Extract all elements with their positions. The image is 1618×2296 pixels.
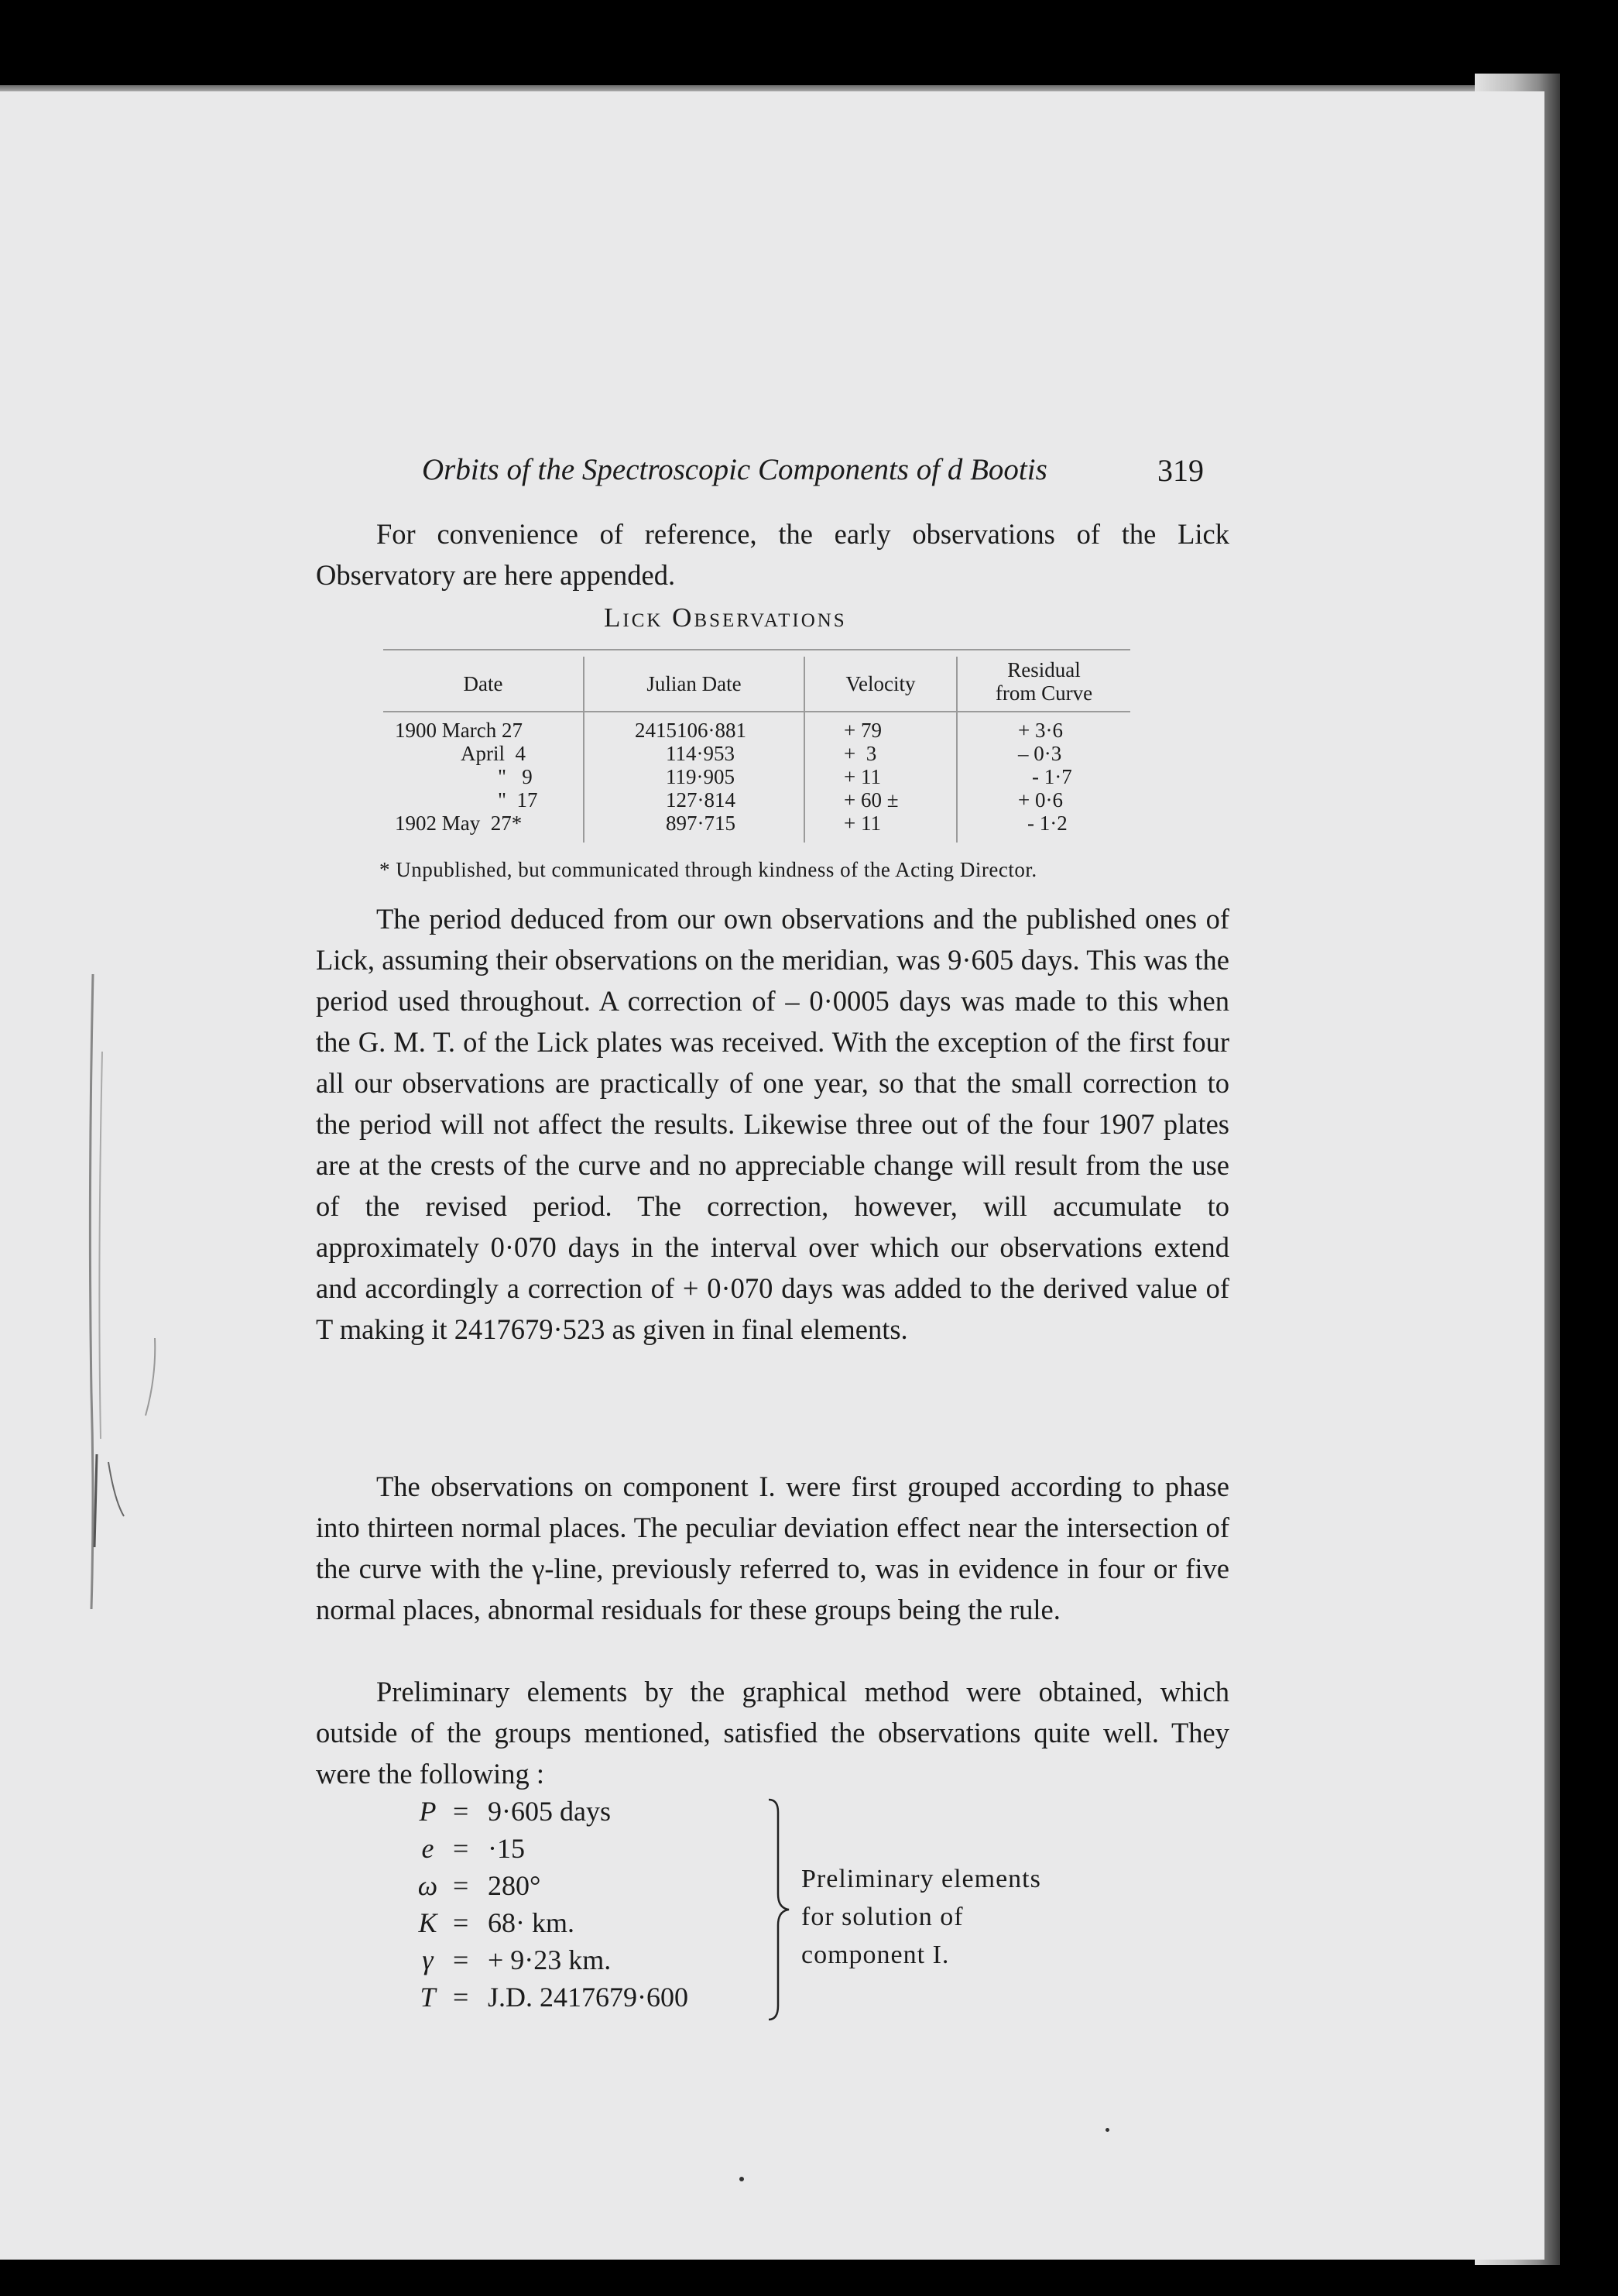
cell-date: April 4: [461, 742, 526, 765]
right-brace-icon: [755, 1795, 801, 2023]
table-top-rule: [383, 649, 1130, 650]
element-symbol: ω: [417, 1870, 438, 1901]
table-row: [383, 719, 1130, 742]
cell-residual: + 0·6: [1018, 788, 1063, 812]
header-residual-line2: from Curve: [995, 681, 1093, 705]
cell-date: 1902 May 27*: [395, 812, 523, 835]
cell-residual: – 0·3: [1018, 742, 1062, 765]
element-symbol: e: [421, 1833, 434, 1864]
elements-note: [801, 1860, 1041, 1974]
cell-julian-date: 119·905: [666, 765, 735, 788]
element-equals: =: [453, 1833, 469, 1864]
cell-julian-date: 114·953: [666, 742, 735, 765]
page-speck: [1106, 2128, 1109, 2132]
element-symbol: P: [419, 1796, 437, 1827]
element-equals: =: [453, 1907, 469, 1938]
cell-velocity: + 11: [844, 765, 881, 788]
element-value: 9·605 days: [488, 1796, 611, 1827]
elements-note-line1: Preliminary elements: [801, 1865, 1041, 1893]
book-page: [0, 91, 1544, 2260]
cell-julian-date: 897·715: [666, 812, 735, 835]
paragraph-preliminary: Preliminary elements by the graphical method were obtained, which outside of the groups mentioned, satisfied the observations quite well. They were the following :: [316, 1676, 1229, 1790]
paragraph-normal-places: The observations on component I. were first grouped according to phase into thirteen normal places. The peculiar deviation effect near the intersection of the curve with the γ-line, previously referred to, was in evidence in four or five normal places, abnormal residuals for these groups being the rule.: [316, 1471, 1229, 1625]
cell-date: " 9: [498, 765, 533, 788]
element-value: 68· km.: [488, 1907, 574, 1938]
cell-julian-date: 127·814: [666, 788, 735, 812]
table-row: [383, 742, 1130, 765]
element-equals: =: [453, 1944, 469, 1975]
element-symbol: K: [418, 1907, 437, 1938]
element-equals: =: [453, 1982, 469, 2013]
cell-velocity: + 11: [844, 812, 881, 835]
table-row: [383, 812, 1130, 835]
table-row: [383, 788, 1130, 812]
elements-note-line3: component I.: [801, 1941, 950, 1969]
header-julian-date: Julian Date: [646, 672, 742, 695]
intro-paragraph: For convenience of reference, the early observations of the Lick Observatory are here appended.: [316, 518, 1229, 591]
table-header-rule: [383, 711, 1130, 712]
page-content: [0, 91, 1544, 2260]
element-symbol: T: [420, 1982, 436, 2013]
header-residual: [958, 658, 1130, 705]
page-number: 319: [1157, 453, 1204, 488]
element-value: 280°: [488, 1870, 541, 1901]
header-velocity: Velocity: [845, 672, 916, 695]
cell-velocity: + 60 ±: [844, 788, 899, 812]
element-equals: =: [453, 1796, 469, 1827]
margin-pencil-mark: [139, 1330, 170, 1423]
cell-velocity: + 79: [844, 719, 882, 742]
header-residual-line1: Residual: [1007, 658, 1081, 681]
page-speck: [739, 2177, 744, 2181]
elements-note-line2: for solution of: [801, 1903, 964, 1931]
cell-residual: - 1·7: [1032, 765, 1072, 788]
cell-residual: + 3·6: [1018, 719, 1063, 742]
table-footnote: * Unpublished, but communicated through kindness of the Acting Director.: [379, 858, 1037, 881]
element-value: ·15: [488, 1833, 525, 1864]
running-title: Orbits of the Spectroscopic Components of d Bootis: [422, 453, 1047, 486]
lick-observations-table: [383, 649, 1130, 843]
table-title: Lick Observations: [604, 602, 847, 633]
element-symbol: γ: [422, 1944, 434, 1975]
paragraph-period: The period deduced from our own observations and the published ones of Lick, assuming their observations on the meridian, was 9·605 days. This was the period used throughout. A correction of – 0·0005 days was made to this when the G. M. T. of the Lick plates was received. With the exception of the first four all our observations are practically of one year, so that the small correction to the period will not affect the results. Likewise three out of the four 1907 plates are at the crests of the curve and no appreciable change will result from the use of the revised period. The correction, however, will accumulate to approximately 0·070 days in the interval over which our observations extend and accordingly a correction of + 0·070 days was added to the derived value of T making it 2417679·523 as given in final elements.: [316, 903, 1229, 1345]
preliminary-elements: [410, 1795, 1184, 2027]
element-value: J.D. 2417679·600: [488, 1982, 688, 2013]
header-date: Date: [463, 672, 503, 695]
cell-date: 1900 March 27: [395, 719, 523, 742]
cell-julian-date: 2415106·881: [635, 719, 746, 742]
table-row: [383, 765, 1130, 788]
cell-date: " 17: [498, 788, 538, 812]
cell-residual: - 1·2: [1027, 812, 1068, 835]
element-value: + 9·23 km.: [488, 1944, 612, 1975]
margin-pencil-mark: [77, 959, 147, 1625]
cell-velocity: + 3: [844, 742, 877, 765]
running-head: [422, 452, 1204, 499]
element-equals: =: [453, 1870, 469, 1901]
